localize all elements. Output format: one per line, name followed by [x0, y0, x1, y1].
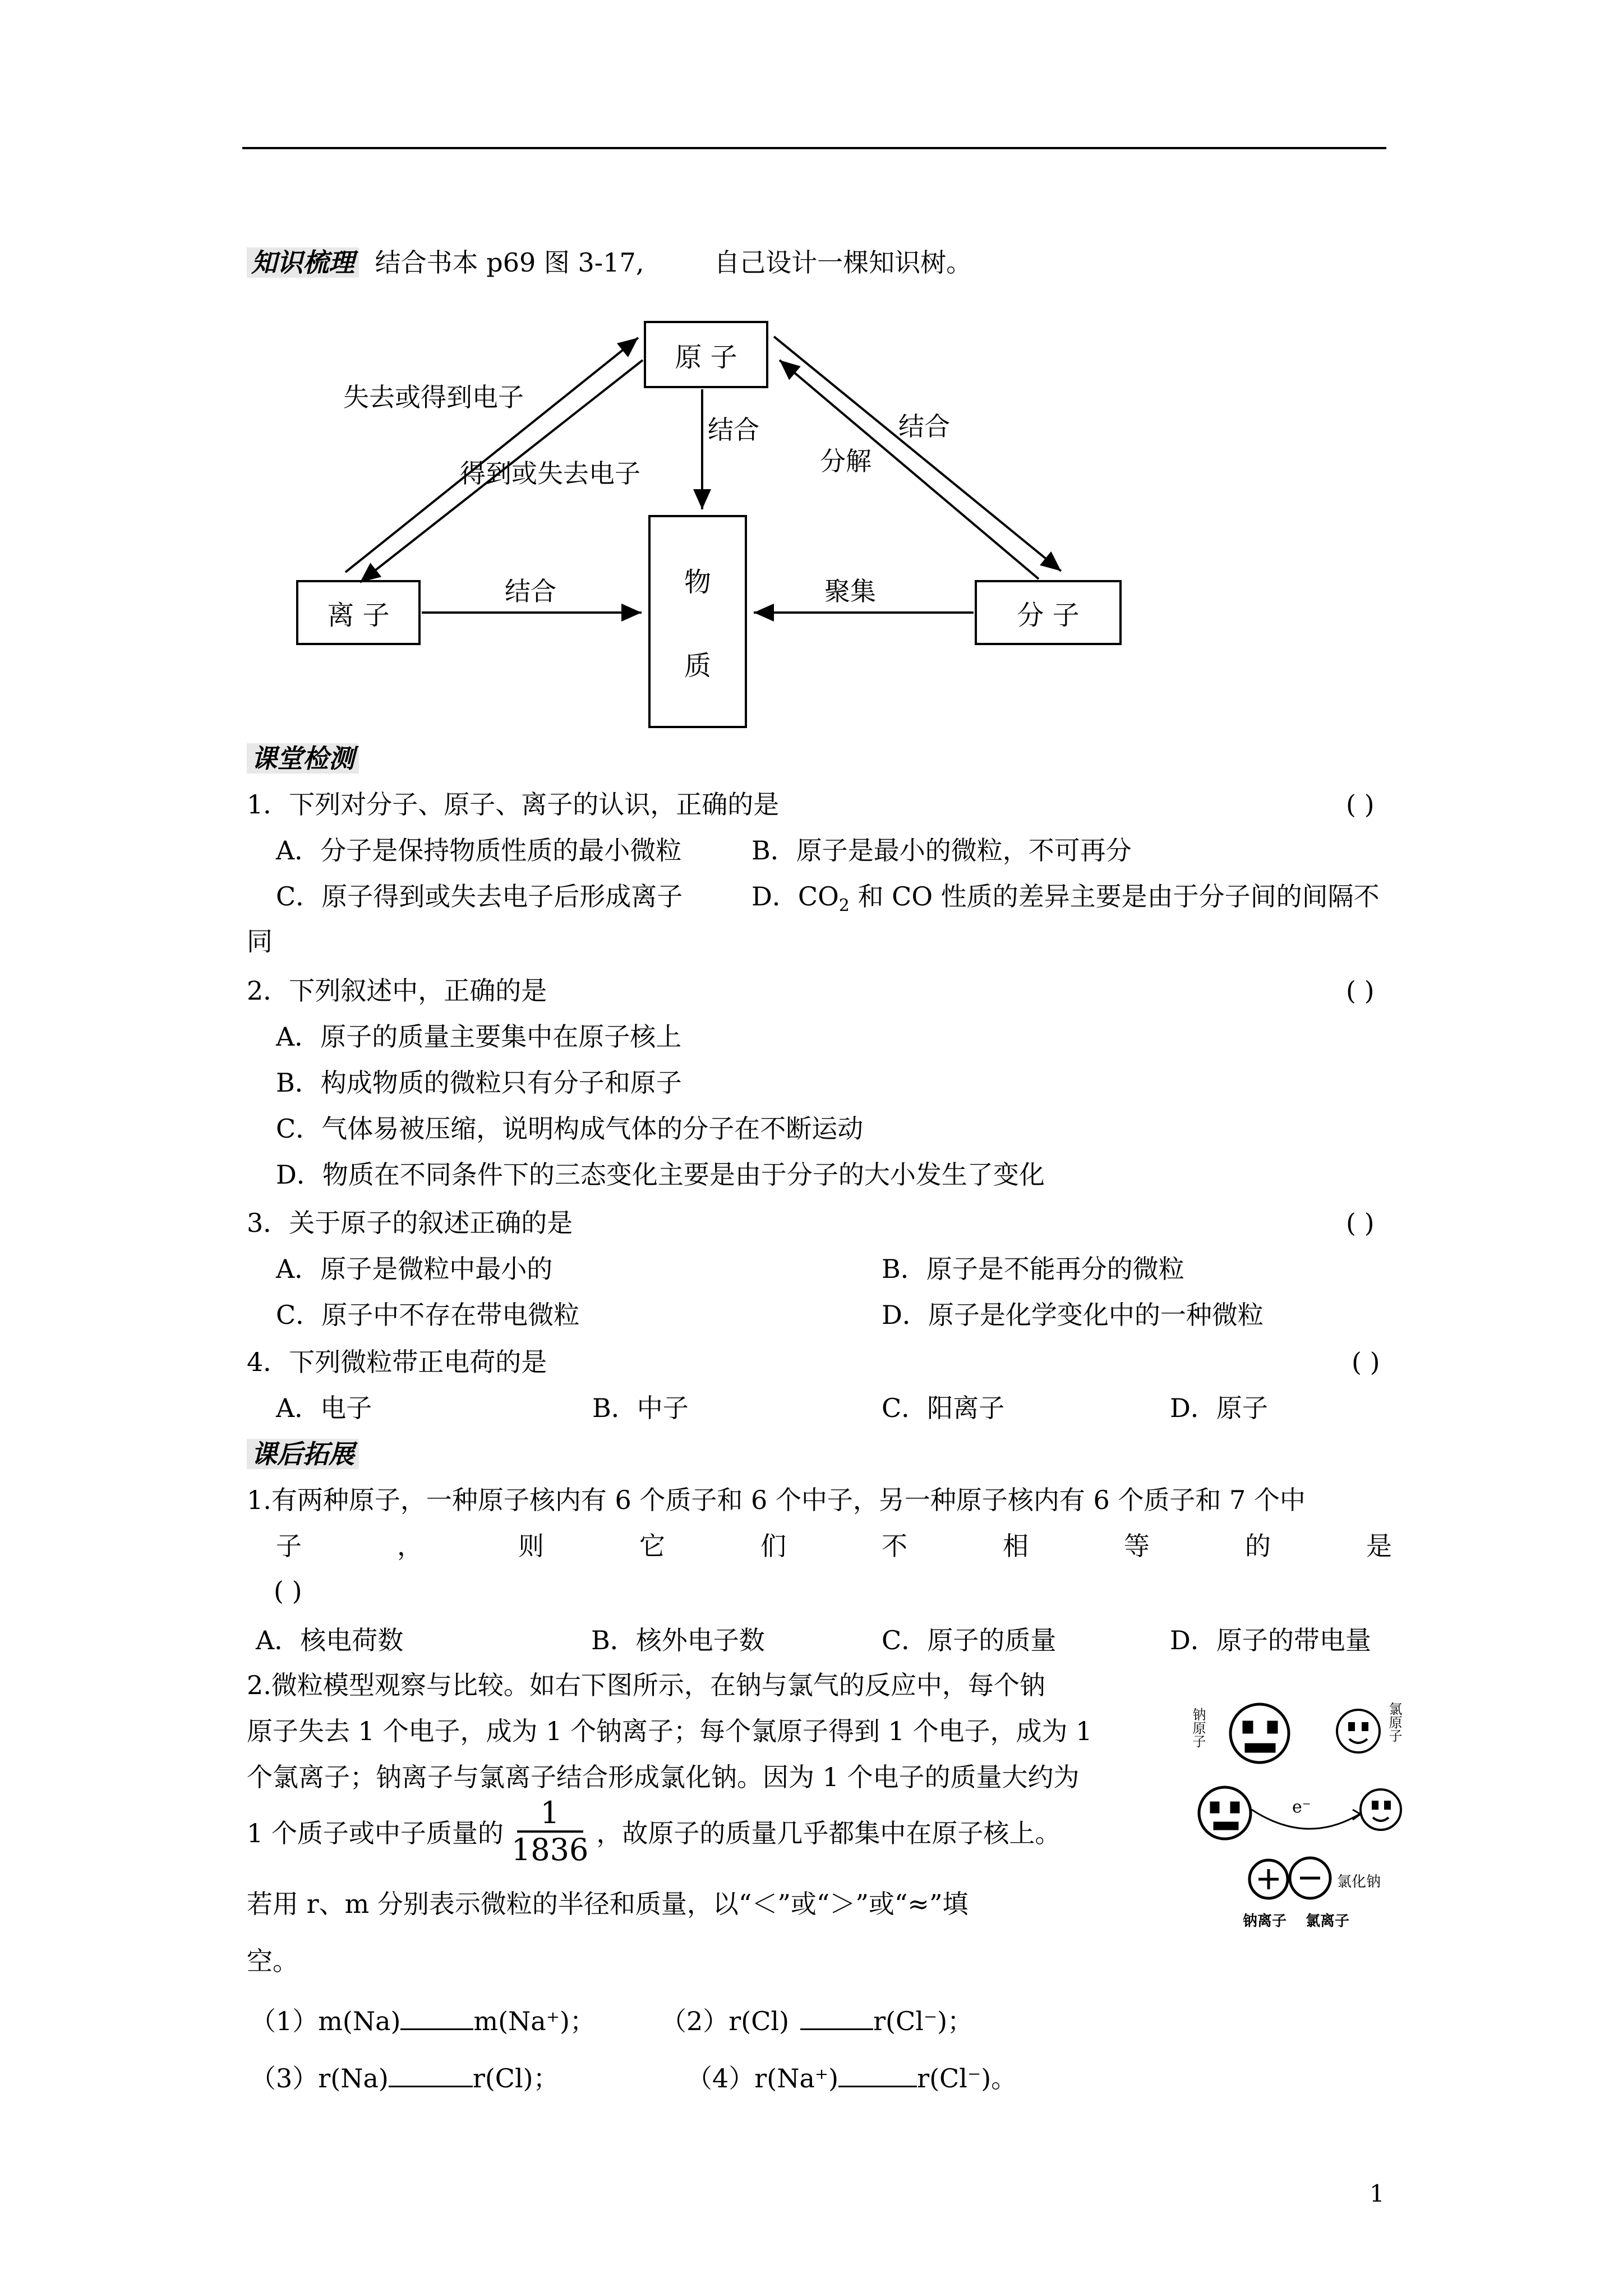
- node-molecule: 分 子: [975, 580, 1122, 645]
- sodium-losing-electron-icon: [1199, 1787, 1251, 1839]
- diagram-arrows: [0, 0, 1623, 785]
- label-lose-gain: 失去或得到电子: [343, 382, 524, 412]
- blank-item-3: （3）r(Na) r(Cl)；: [250, 2061, 559, 2095]
- q2-option-c: C．气体易被压缩，说明构成气体的分子在不断运动: [276, 1114, 864, 1144]
- q3-option-c: C．原子中不存在带电微粒: [276, 1300, 580, 1330]
- blank-item-2: （2）r(Cl) r(Cl⁻)；: [661, 2004, 973, 2038]
- q1-option-d: D．$CO_2$ 和 CO 性质的差异主要是由于分子间的间隔不: [751, 881, 1380, 916]
- ext-q1-option-d: D．原子的带电量: [1170, 1625, 1371, 1655]
- q1-answer-paren: ( ): [1346, 789, 1375, 820]
- fig-label-na-ion: 钠离子: [1243, 1913, 1287, 1930]
- blank-2[interactable]: [800, 2004, 873, 2030]
- sodium-atom-icon: [1230, 1704, 1289, 1763]
- q3-option-d: D．原子是化学变化中的一种微粒: [882, 1300, 1264, 1330]
- blank-1[interactable]: [400, 2004, 473, 2030]
- arrow-ion-to-atom: [345, 338, 638, 572]
- ext-q2-line1: 2.微粒模型观察与比较。如右下图所示，在钠与氯气的反应中，每个钠: [247, 1670, 1045, 1700]
- section1-text2: 自己设计一棵知识树。: [714, 247, 972, 278]
- blank-4[interactable]: [838, 2061, 917, 2087]
- label-decompose: 分解: [820, 446, 872, 476]
- q2-option-d: D．物质在不同条件下的三态变化主要是由于分子的大小发生了变化: [276, 1159, 1045, 1190]
- fig-label-nacl: 氯化钠: [1337, 1874, 1381, 1890]
- ext-q2-line6: 空。: [247, 1946, 298, 1976]
- label-combine-right: 结合: [898, 411, 950, 441]
- q4-option-a: A．电子: [276, 1393, 372, 1423]
- ext-q1-stem-cont: 子 ， 则 它 们 不 相 等 的 是: [276, 1531, 1392, 1561]
- section3-heading-line: [247, 1437, 359, 1471]
- label-gain-lose: 得到或失去电子: [460, 458, 640, 489]
- section2-heading: 课堂检测: [247, 743, 359, 774]
- q3-option-b: B．原子是不能再分的微粒: [882, 1254, 1184, 1284]
- q4-option-c: C．阳离子: [882, 1393, 1005, 1423]
- substance-char1: 物: [684, 567, 711, 598]
- fraction-denominator: 1836: [511, 1832, 589, 1867]
- blank-item-1: （1）m(Na) m(Na⁺)；: [250, 2004, 596, 2038]
- q1-option-c: C．原子得到或失去电子后形成离子: [276, 881, 683, 912]
- label-combine-center: 结合: [708, 415, 759, 445]
- sodium-ion-icon: [1249, 1860, 1288, 1898]
- q1-option-b: B．原子是最小的微粒，不可再分: [751, 835, 1132, 866]
- fraction-numerator: 1: [540, 1795, 560, 1830]
- ext-q2-line2: 原子失去 1 个电子，成为 1 个钠离子；每个氯原子得到 1 个电子，成为 1: [247, 1716, 1092, 1746]
- section2-heading-line: [247, 742, 359, 775]
- ext-q1-answer-paren: ( ): [274, 1576, 302, 1606]
- chlorine-atom-icon: [1337, 1710, 1380, 1752]
- q4-stem: 4．下列微粒带正电荷的是: [247, 1347, 547, 1377]
- q4-answer-paren: ( ): [1352, 1347, 1380, 1377]
- blank-3[interactable]: [389, 2061, 473, 2087]
- blank-item-4: （4）r(Na⁺) r(Cl⁻)。: [686, 2061, 1017, 2095]
- q1-option-d-cont: 同: [247, 926, 273, 956]
- section1-text1: 结合书本 p69 图 3-17,: [375, 247, 644, 278]
- arrow-molecule-to-atom: [780, 360, 1039, 579]
- node-atom: 原 子: [644, 321, 768, 388]
- ext-q2-line4: 1 个质子或中子质量的 1 1836 ，故原子的质量几乎都集中在原子核上。: [247, 1795, 1061, 1867]
- q1-stem: 1．下列对分子、原子、离子的认识，正确的是: [247, 789, 780, 820]
- ext-q1-option-a: A．核电荷数: [256, 1625, 404, 1655]
- fig-label-electron: e⁻: [1292, 1797, 1311, 1817]
- substance-char2: 质: [684, 650, 711, 682]
- q4-option-d: D．原子: [1170, 1393, 1268, 1423]
- fig-label-cl-atom: 氯原子: [1386, 1702, 1402, 1742]
- node-ion: 离 子: [296, 580, 421, 645]
- arrow-atom-to-molecule: [774, 337, 1061, 571]
- q2-option-a: A．原子的质量主要集中在原子核上: [276, 1022, 682, 1052]
- q2-answer-paren: ( ): [1346, 976, 1375, 1006]
- q3-stem: 3．关于原子的叙述正确的是: [247, 1208, 573, 1238]
- section3-heading: 课后拓展: [247, 1439, 359, 1469]
- ext-q2-line3: 个氯离子；钠离子与氯离子结合形成氯化钠。因为 1 个电子的质量大约为: [247, 1762, 1080, 1792]
- section1-heading: 知识梳理: [247, 247, 359, 278]
- chloride-ion-icon: [1290, 1858, 1330, 1898]
- fraction: [511, 1796, 588, 1867]
- q2-option-b: B．构成物质的微粒只有分子和原子: [276, 1068, 682, 1098]
- q4-option-b: B．中子: [592, 1393, 689, 1423]
- q3-option-a: A．原子是微粒中最小的: [276, 1254, 553, 1284]
- page-number: 1: [1370, 2180, 1385, 2207]
- label-combine-left: 结合: [505, 576, 556, 606]
- label-gather: 聚集: [824, 576, 876, 606]
- fig-label-cl-ion: 氯离子: [1306, 1913, 1350, 1930]
- q3-answer-paren: ( ): [1346, 1208, 1375, 1238]
- fig-label-na-atom: 钠原子: [1190, 1708, 1206, 1748]
- ext-q1-stem: 1.有两种原子，一种原子核内有 6 个质子和 6 个中子，另一种原子核内有 6 个质子和 7 个中: [247, 1485, 1306, 1515]
- q2-stem: 2．下列叙述中，正确的是: [247, 976, 547, 1006]
- ext-q1-option-b: B．核外电子数: [591, 1625, 765, 1655]
- chlorine-gaining-electron-icon: [1361, 1789, 1401, 1830]
- ext-q2-line5: 若用 r、m 分别表示微粒的半径和质量，以“＜”或“＞”或“≈”填: [247, 1889, 969, 1919]
- q1-option-a: A．分子是保持物质性质的最小微粒: [276, 835, 682, 866]
- ext-q1-option-c: C．原子的质量: [882, 1625, 1057, 1655]
